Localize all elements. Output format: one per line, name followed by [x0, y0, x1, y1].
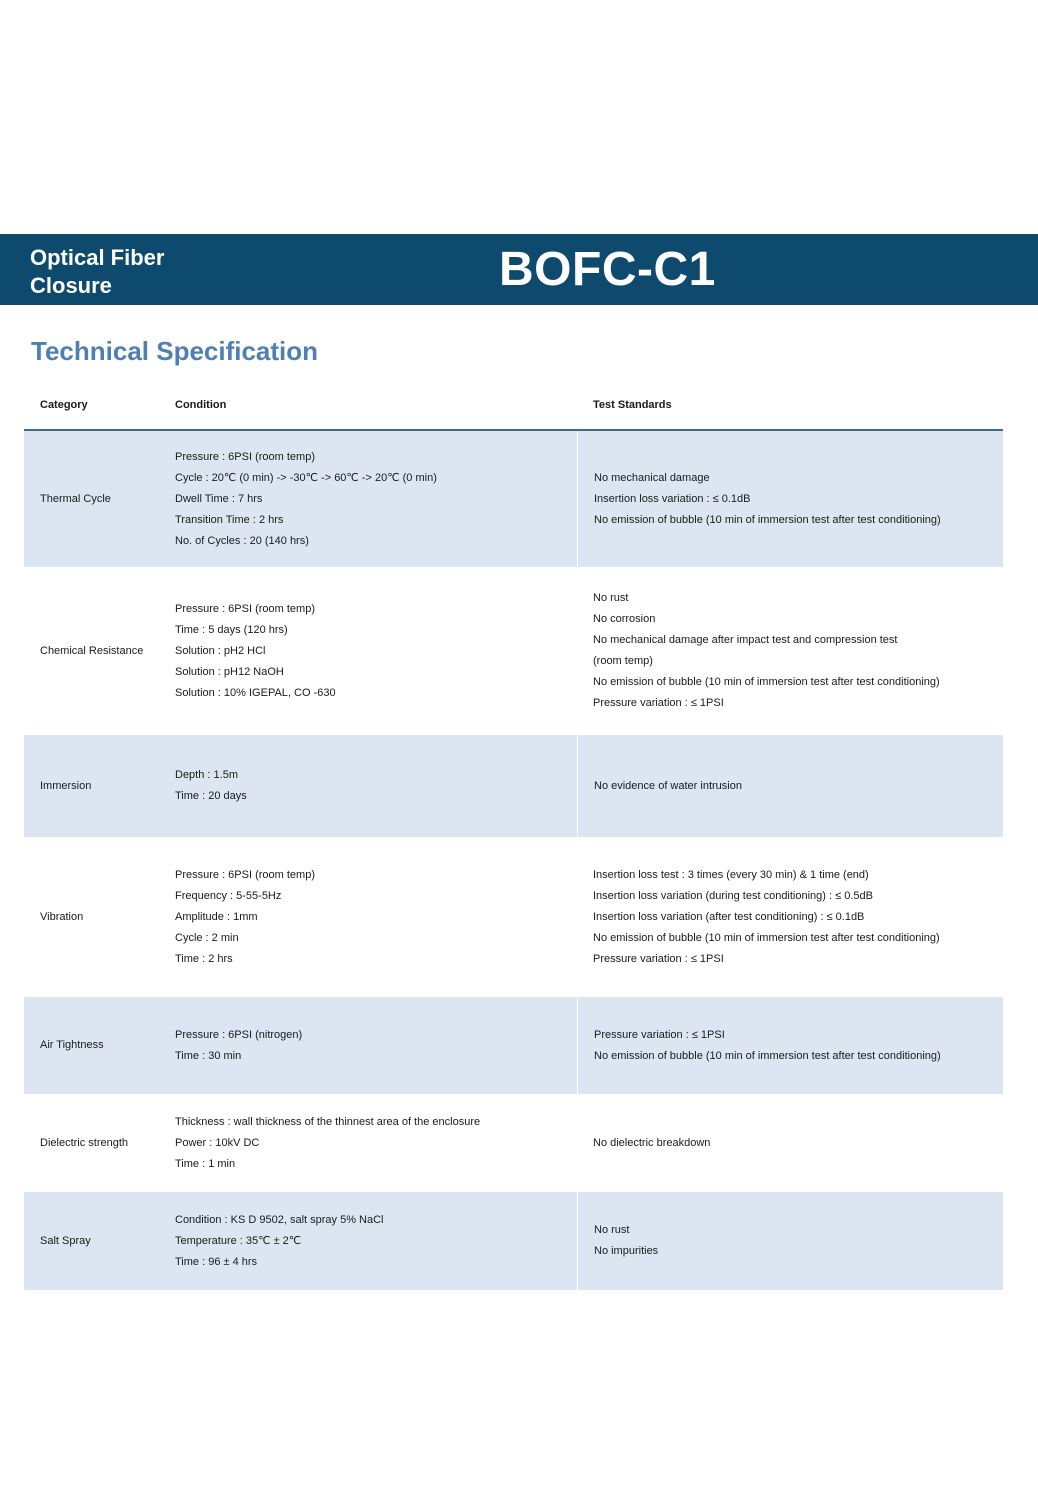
product-type-line1: Optical Fiber	[30, 245, 165, 270]
condition-line: Time : 2 hrs	[175, 952, 233, 965]
product-type-line2: Closure	[30, 273, 112, 298]
standards-cell	[577, 1094, 1003, 1192]
condition-cell	[175, 837, 575, 997]
condition-line: Cycle : 20℃ (0 min) -> -30℃ -> 60℃ -> 20℃ (0 min)	[175, 471, 437, 484]
condition-line: Transition Time : 2 hrs	[175, 513, 284, 526]
category-cell: Thermal Cycle	[40, 492, 111, 505]
category-cell: Salt Spray	[40, 1234, 91, 1247]
standards-cell	[577, 837, 1003, 997]
standard-line: (room temp)	[593, 655, 653, 667]
standards-cell	[577, 431, 1003, 567]
column-header-category: Category	[40, 399, 88, 411]
category-cell: Dielectric strength	[40, 1136, 129, 1149]
condition-line: Dwell Time : 7 hrs	[175, 492, 263, 505]
column-header-standards: Test Standards	[593, 399, 672, 411]
standard-line: No emission of bubble (10 min of immersion test after test conditioning)	[593, 931, 940, 944]
standard-line: No emission of bubble (10 min of immersion test after test conditioning)	[593, 676, 940, 688]
standard-line: Insertion loss test : 3 times (every 30 min) & 1 time (end)	[593, 868, 869, 881]
standard-line: No dielectric breakdown	[593, 1136, 711, 1149]
condition-line: Temperature : 35℃ ± 2℃	[175, 1234, 302, 1247]
condition-line: Depth : 1.5m	[175, 769, 238, 781]
column-header-condition: Condition	[175, 399, 227, 411]
table-row	[24, 567, 1003, 735]
standard-line: No mechanical damage	[594, 471, 710, 484]
condition-cell	[175, 1192, 575, 1290]
header-banner	[0, 234, 1038, 305]
condition-line: Amplitude : 1mm	[175, 910, 258, 923]
condition-line: Power : 10kV DC	[175, 1136, 260, 1149]
spec-table	[24, 385, 1003, 1290]
standard-line: Pressure variation : ≤ 1PSI	[593, 952, 724, 965]
condition-line: Frequency : 5-55-5Hz	[175, 889, 282, 902]
category-cell: Immersion	[40, 779, 92, 792]
condition-cell	[175, 735, 575, 837]
condition-line: Solution : pH12 NaOH	[175, 665, 284, 678]
category-cell: Vibration	[40, 910, 84, 923]
section-title: Technical Specification	[31, 336, 319, 366]
standard-line: No rust	[594, 1224, 630, 1236]
table-row	[24, 1192, 1003, 1290]
standard-line: No evidence of water intrusion	[594, 779, 742, 792]
standard-line: Insertion loss variation : ≤ 0.1dB	[594, 492, 751, 505]
standard-line: Pressure variation : ≤ 1PSI	[594, 1028, 725, 1041]
standards-cell	[577, 1192, 1003, 1290]
condition-cell	[175, 1094, 575, 1192]
standard-line: No mechanical damage after impact test and compression test	[593, 634, 898, 646]
condition-cell	[175, 567, 575, 735]
condition-line: Thickness : wall thickness of the thinnest area of the enclosure	[175, 1115, 481, 1128]
standard-line: No corrosion	[593, 613, 656, 625]
standard-line: No emission of bubble (10 min of immersion test after test conditioning)	[594, 513, 941, 526]
standard-line: Insertion loss variation (during test conditioning) : ≤ 0.5dB	[593, 889, 873, 902]
condition-line: Condition : KS D 9502, salt spray 5% NaCl	[175, 1213, 384, 1226]
condition-cell	[175, 431, 575, 567]
standards-cell	[577, 997, 1003, 1094]
condition-line: Solution : 10% IGEPAL, CO -630	[175, 686, 336, 699]
table-row	[24, 735, 1003, 837]
condition-line: Solution : pH2 HCl	[175, 644, 266, 657]
table-header	[24, 385, 1003, 431]
standards-cell	[577, 567, 1003, 735]
condition-line: No. of Cycles : 20 (140 hrs)	[175, 534, 309, 547]
standard-line: No emission of bubble (10 min of immersion test after test conditioning)	[594, 1049, 941, 1062]
table-row	[24, 431, 1003, 567]
table-row	[24, 837, 1003, 997]
category-cell: Chemical Resistance	[40, 644, 144, 657]
condition-line: Time : 1 min	[175, 1157, 236, 1170]
condition-line: Pressure : 6PSI (nitrogen)	[175, 1028, 303, 1041]
condition-cell	[175, 997, 575, 1094]
condition-line: Time : 20 days	[175, 790, 247, 802]
standard-line: Pressure variation : ≤ 1PSI	[593, 697, 724, 709]
condition-line: Time : 30 min	[175, 1049, 242, 1062]
condition-line: Pressure : 6PSI (room temp)	[175, 450, 315, 463]
standard-line: No impurities	[594, 1245, 659, 1257]
model-name: BOFC-C1	[499, 243, 716, 296]
table-row	[24, 1094, 1003, 1192]
condition-line: Time : 5 days (120 hrs)	[175, 623, 288, 636]
standard-line: Insertion loss variation (after test conditioning) : ≤ 0.1dB	[593, 910, 865, 923]
table-body	[24, 431, 1003, 1290]
condition-line: Pressure : 6PSI (room temp)	[175, 602, 315, 615]
table-row	[24, 997, 1003, 1094]
category-cell: Air Tightness	[40, 1039, 104, 1051]
condition-line: Cycle : 2 min	[175, 931, 239, 944]
standards-cell	[577, 735, 1003, 837]
standard-line: No rust	[593, 592, 629, 604]
condition-line: Pressure : 6PSI (room temp)	[175, 868, 315, 881]
condition-line: Time : 96 ± 4 hrs	[175, 1255, 258, 1268]
product-type	[30, 244, 270, 300]
